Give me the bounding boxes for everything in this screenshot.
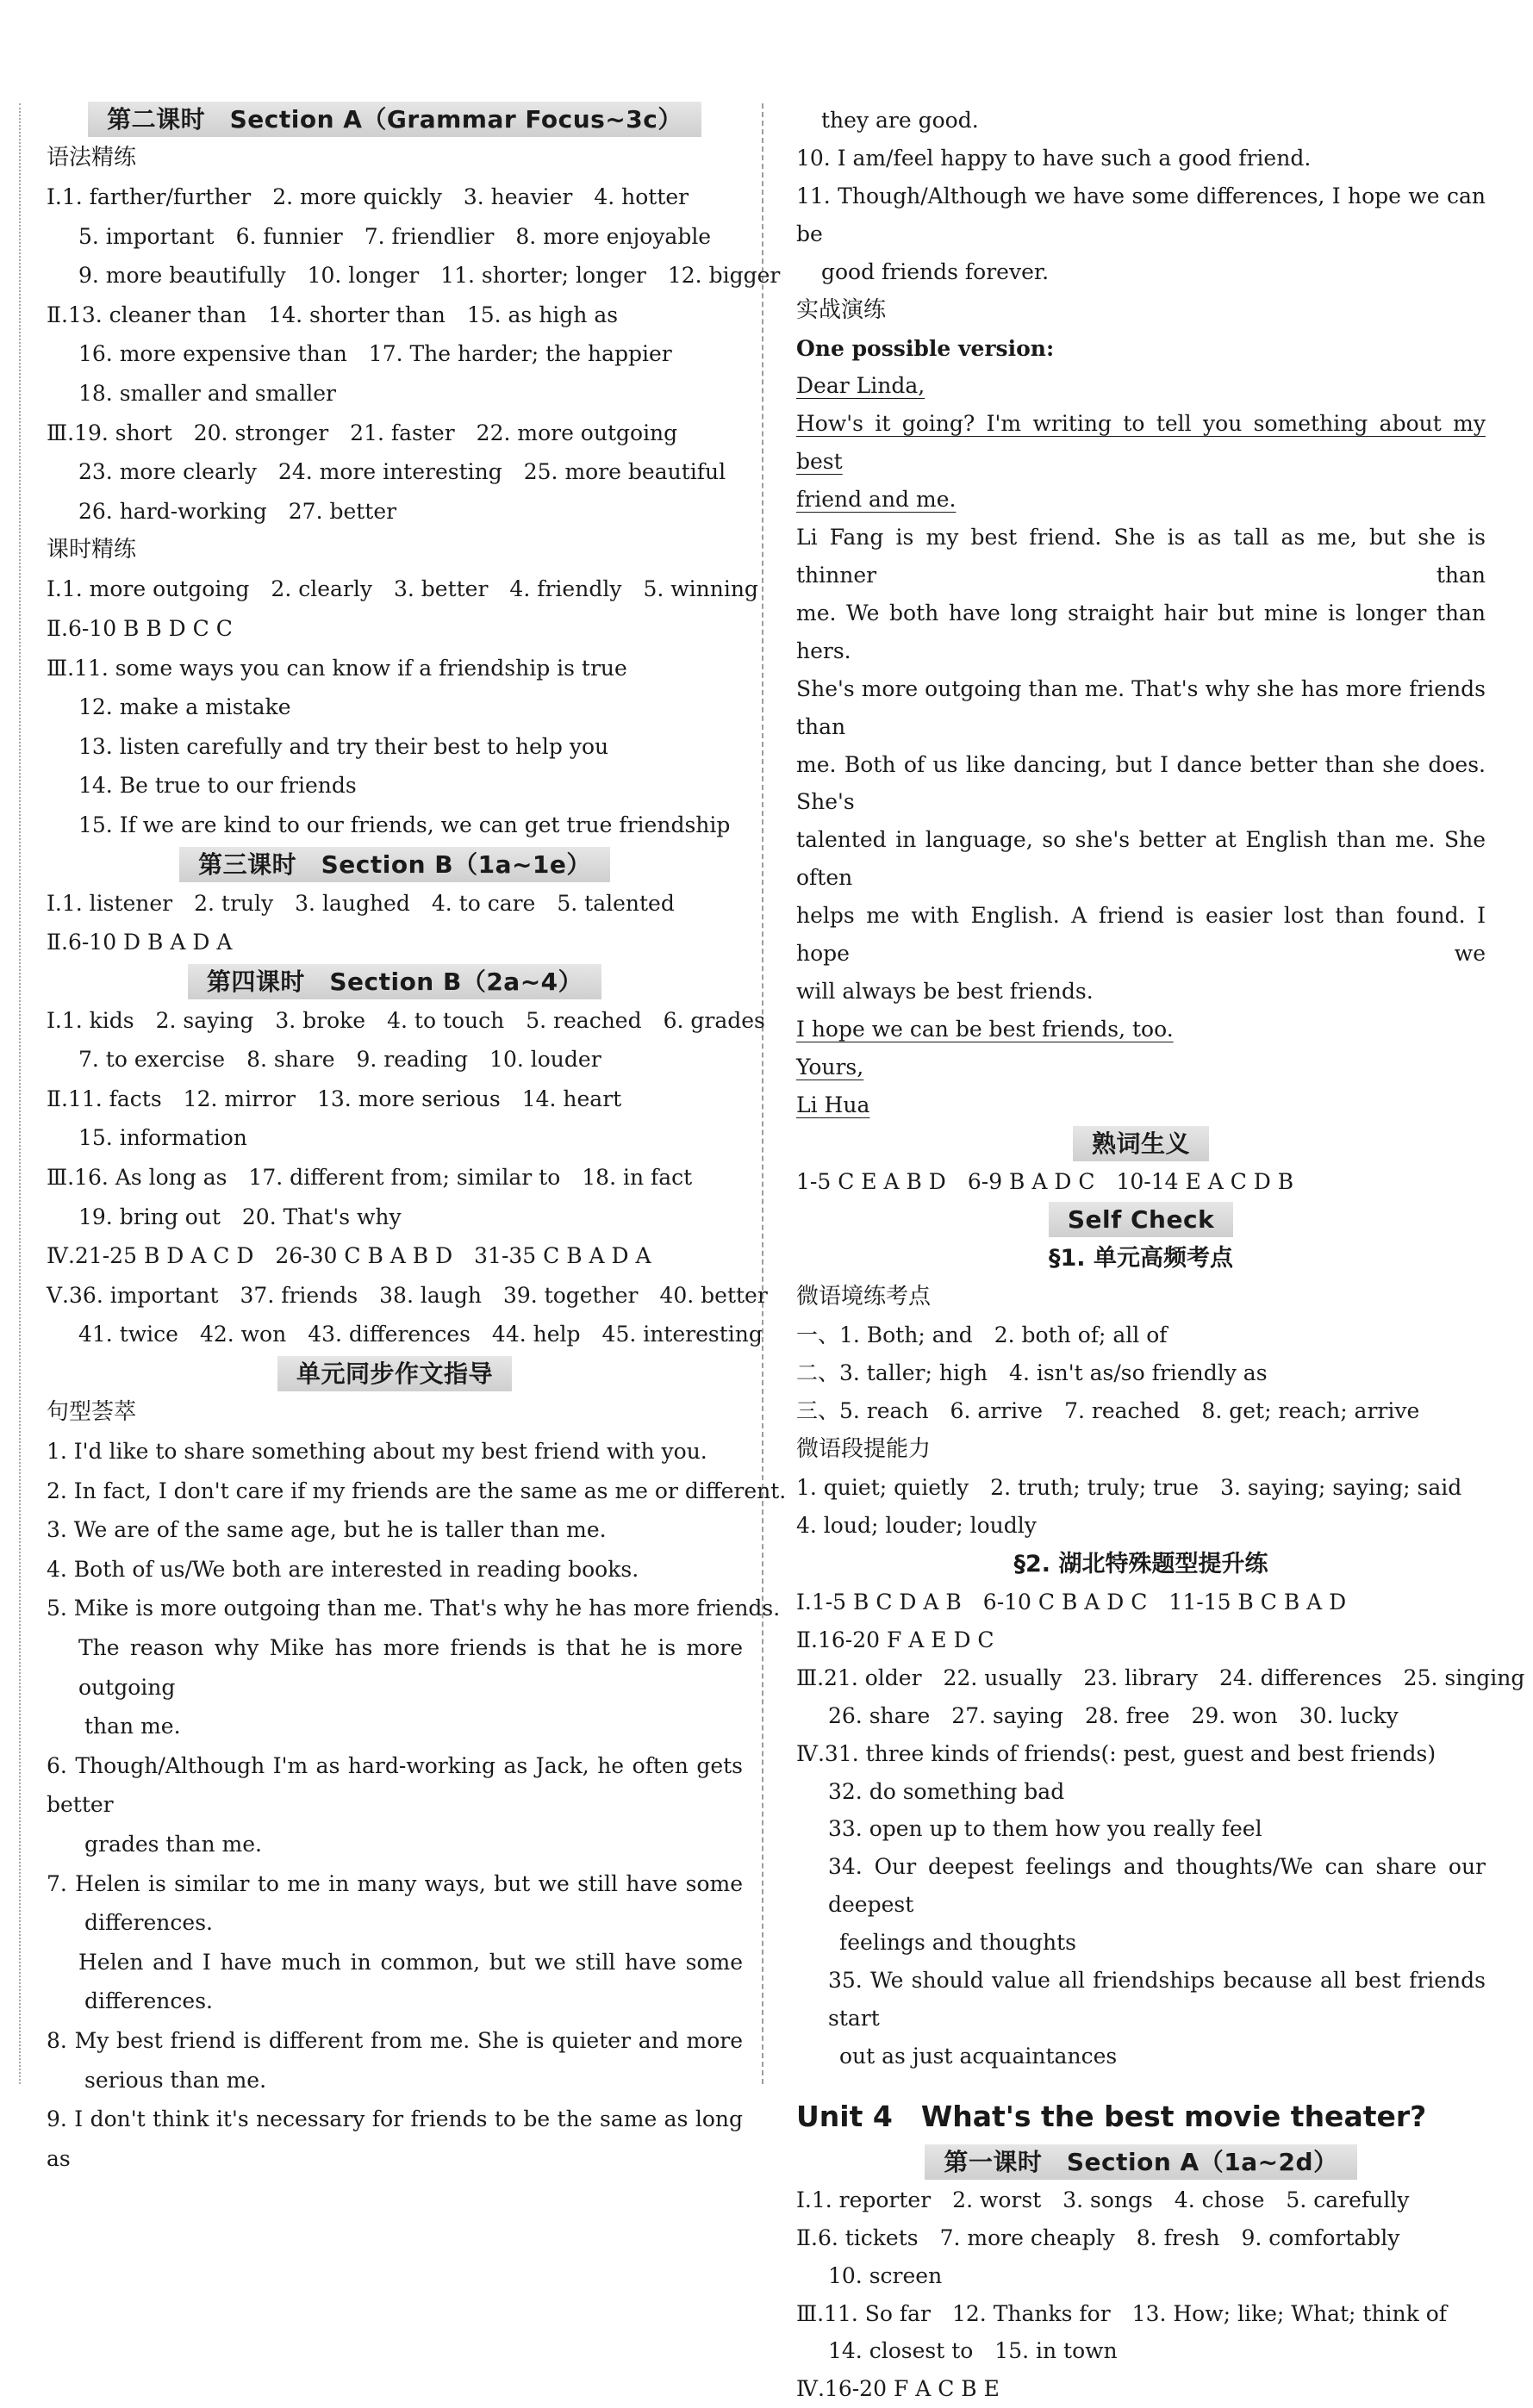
section-heading	[47, 102, 743, 137]
answer-line: they are good.	[821, 108, 979, 133]
answer-line: 1-5 C E A B D 6-9 B A D C 10-14 E A C D B	[796, 1168, 1294, 1194]
answer-line: 一、1. Both; and 2. both of; all of	[796, 1322, 1168, 1348]
answer-line: 三、5. reach 6. arrive 7. reached 8. get; reach; arrive	[796, 1398, 1420, 1424]
answer-line: 33. open up to them how you really feel	[828, 1816, 1262, 1842]
answer-line: Ⅱ.6. tickets 7. more cheaply 8. fresh 9. comfortably	[796, 2224, 1400, 2250]
answer-line: differences.	[84, 1988, 213, 2014]
answer-line: One possible version:	[796, 335, 1055, 361]
answer-line: Ⅲ.16. As long as 17. different from; similar to 18. in fact	[47, 1165, 693, 1191]
answer-line: Ⅳ.16-20 F A C B E	[796, 2376, 1000, 2402]
answer-line: 1. quiet; quietly 2. truth; truly; true 3. saying; saying; said	[796, 1475, 1462, 1501]
exercise-heading: 语法精练	[47, 145, 137, 171]
answer-line: feelings and thoughts	[839, 1930, 1076, 1956]
subsection-heading: §1. 单元高频考点	[1049, 1245, 1233, 1272]
answer-line: 26. hard-working 27. better	[78, 498, 397, 524]
answer-line: Ⅰ.1. kids 2. saying 3. broke 4. to touch 5. reached 6. grades	[47, 1007, 765, 1033]
answer-line: Ⅰ.1. more outgoing 2. clearly 3. better 4. friendly 5. winning	[47, 576, 758, 602]
answer-line: She's more outgoing than me. That's why she has more friends than	[796, 675, 1486, 739]
answer-line: 4. Both of us/We both are interested in reading books.	[47, 1556, 639, 1582]
answer-line: 10. I am/feel happy to have such a good friend.	[796, 145, 1312, 171]
answer-line: 26. share 27. saying 28. free 29. won 30. lucky	[828, 1702, 1399, 1728]
answer-line: Ⅱ.6-10 B B D C C	[47, 615, 233, 641]
answer-line: good friends forever.	[821, 258, 1050, 284]
answer-line: Ⅲ.19. short 20. stronger 21. faster 22. more outgoing	[47, 420, 678, 445]
answer-line: Ⅱ.6-10 D B A D A	[47, 930, 233, 955]
answer-line: 13. listen carefully and try their best to help you	[78, 733, 609, 759]
answer-line	[796, 1011, 1486, 1048]
answer-line: Ⅱ.16-20 F A E D C	[796, 1627, 994, 1652]
answer-line: 2. In fact, I don't care if my friends are the same as me or different.	[47, 1478, 787, 1503]
answer-line: 32. do something bad	[828, 1778, 1065, 1804]
answer-line: 3. We are of the same age, but he is taller than me.	[47, 1517, 607, 1543]
answer-line: 11. Though/Although we have some differences, I hope we can be	[796, 183, 1486, 246]
unit-title: Unit 4 What's the best movie theater?	[796, 2099, 1427, 2133]
answer-line: 9. more beautifully 10. longer 11. shorter; longer 12. bigger	[78, 263, 781, 289]
answer-line: 二、3. taller; high 4. isn't as/so friendly as	[796, 1360, 1268, 1386]
answer-line: 14. Be true to our friends	[78, 773, 357, 799]
underlined-text: friend and me.	[796, 487, 957, 513]
underlined-text: Yours,	[796, 1054, 864, 1080]
left-margin-rule	[19, 103, 21, 2084]
answer-line: The reason why Mike has more friends is that he is more outgoing	[78, 1635, 743, 1700]
answer-line: 5. Mike is more outgoing than me. That's why he has more friends.	[47, 1596, 781, 1621]
underlined-text: How's it going? I'm writing to tell you something about my best	[796, 411, 1486, 475]
section-heading-label: 第二课时 Section A（Grammar Focus~3c）	[88, 102, 701, 137]
exercise-heading: 微语段提能力	[796, 1436, 932, 1463]
section-heading-label: 第四课时 Section B（2a~4）	[188, 964, 601, 999]
section-heading	[796, 1202, 1486, 1237]
answer-line: 10. screen	[828, 2262, 943, 2288]
section-heading	[47, 847, 743, 882]
answer-line: 9. I don't think it's necessary for friends to be the same as long as	[47, 2106, 743, 2171]
underlined-text: I hope we can be best friends, too.	[796, 1016, 1174, 1042]
section-heading	[47, 1356, 743, 1391]
answer-line: Ⅱ.13. cleaner than 14. shorter than 15. as high as	[47, 302, 619, 327]
answer-line: will always be best friends.	[796, 978, 1094, 1004]
answer-line: grades than me.	[84, 1831, 262, 1857]
answer-line: me. We both have long straight hair but mine is longer than hers.	[796, 600, 1486, 663]
section-heading-label: 第一课时 Section A（1a~2d）	[925, 2144, 1356, 2180]
answer-line	[796, 1086, 1486, 1124]
answer-line: differences.	[84, 1910, 213, 1936]
answer-line: 7. to exercise 8. share 9. reading 10. louder	[78, 1047, 601, 1073]
answer-line: than me.	[84, 1714, 181, 1739]
answer-line: 23. more clearly 24. more interesting 25. more beautiful	[78, 459, 726, 485]
answer-line: 4. loud; louder; loudly	[796, 1513, 1037, 1539]
answer-line: talented in language, so she's better at English than me. She often	[796, 827, 1486, 891]
answer-line: Ⅲ.11. some ways you can know if a friendship is true	[47, 655, 627, 681]
answer-line: Ⅲ.11. So far 12. Thanks for 13. How; like; What; think of	[796, 2300, 1448, 2326]
answer-line: 15. If we are kind to our friends, we can get true friendship	[78, 812, 731, 837]
answer-line: 1. I'd like to share something about my best friend with you.	[47, 1439, 707, 1465]
exercise-heading: 微语境练考点	[796, 1284, 932, 1310]
answer-line	[796, 367, 1486, 405]
answer-line: Ⅳ.21-25 B D A C D 26-30 C B A B D 31-35 C B A D A	[47, 1243, 651, 1269]
answer-line: helps me with English. A friend is easier lost than found. I hope we	[796, 903, 1486, 967]
answer-line: Ⅴ.36. important 37. friends 38. laugh 39. together 40. better	[47, 1282, 768, 1308]
section-heading-label: 单元同步作文指导	[277, 1356, 512, 1391]
answer-line: 6. Though/Although I'm as hard-working as Jack, he often gets better	[47, 1752, 743, 1818]
section-heading	[796, 1126, 1486, 1161]
answer-line: 18. smaller and smaller	[78, 380, 336, 406]
answer-line	[796, 481, 1486, 519]
answer-line: Ⅲ.21. older 22. usually 23. library 24. differences 25. singing	[796, 1664, 1525, 1690]
answer-line: Ⅰ.1. listener 2. truly 3. laughed 4. to care 5. talented	[47, 890, 675, 916]
answer-line	[796, 1048, 1486, 1086]
right-column	[796, 102, 1525, 2408]
answer-line: 7. Helen is similar to me in many ways, but we still have some	[47, 1870, 743, 1896]
underlined-text: Li Hua	[796, 1092, 870, 1117]
section-heading-label: 第三课时 Section B（1a~1e）	[179, 847, 610, 882]
section-heading	[796, 2144, 1486, 2180]
section-heading	[47, 964, 743, 999]
answer-line: 14. closest to 15. in town	[828, 2338, 1118, 2364]
answer-line: Ⅰ.1. farther/further 2. more quickly 3. heavier 4. hotter	[47, 184, 689, 209]
answer-line: Ⅰ.1-5 B C D A B 6-10 C B A D C 11-15 B C B A D	[796, 1590, 1347, 1615]
answer-line: 16. more expensive than 17. The harder; the happier	[78, 341, 672, 367]
answer-line: 12. make a mistake	[78, 694, 291, 720]
exercise-heading: 实战演练	[796, 296, 887, 323]
underlined-text: Dear Linda,	[796, 373, 925, 399]
answer-line: 19. bring out 20. That's why	[78, 1204, 402, 1229]
answer-line: Ⅰ.1. reporter 2. worst 3. songs 4. chose 5. carefully	[796, 2187, 1410, 2212]
exercise-heading: 课时精练	[47, 537, 137, 563]
section-heading-label: 熟词生义	[1073, 1126, 1209, 1161]
answer-line: 8. My best friend is different from me. She is quieter and more	[47, 2027, 743, 2053]
left-column	[47, 100, 787, 2178]
answer-line	[796, 405, 1486, 481]
answer-line: 41. twice 42. won 43. differences 44. help 45. interesting	[78, 1322, 763, 1347]
answer-line: me. Both of us like dancing, but I dance better than she does. She's	[796, 751, 1486, 815]
answer-line: Li Fang is my best friend. She is as tall as me, but she is thinner than	[796, 525, 1486, 588]
answer-line: Ⅱ.11. facts 12. mirror 13. more serious 14. heart	[47, 1086, 622, 1111]
answer-line: 15. information	[78, 1125, 247, 1151]
answer-line: 5. important 6. funnier 7. friendlier 8. more enjoyable	[78, 223, 712, 249]
answer-line: 34. Our deepest feelings and thoughts/We can share our deepest	[828, 1854, 1486, 1918]
section-heading-label: Self Check	[1049, 1202, 1233, 1237]
subsection-heading: §2. 湖北特殊题型提升练	[1013, 1551, 1268, 1577]
answer-line: out as just acquaintances	[839, 2043, 1118, 2069]
answer-line: Ⅳ.31. three kinds of friends(: pest, guest and best friends)	[796, 1740, 1436, 1766]
exercise-heading: 句型荟萃	[47, 1399, 137, 1426]
answer-line: serious than me.	[84, 2067, 267, 2093]
column-divider	[762, 103, 763, 2084]
answer-line: 35. We should value all friendships because all best friends start	[828, 1968, 1486, 2031]
answer-line: Helen and I have much in common, but we still have some	[78, 1949, 743, 1975]
